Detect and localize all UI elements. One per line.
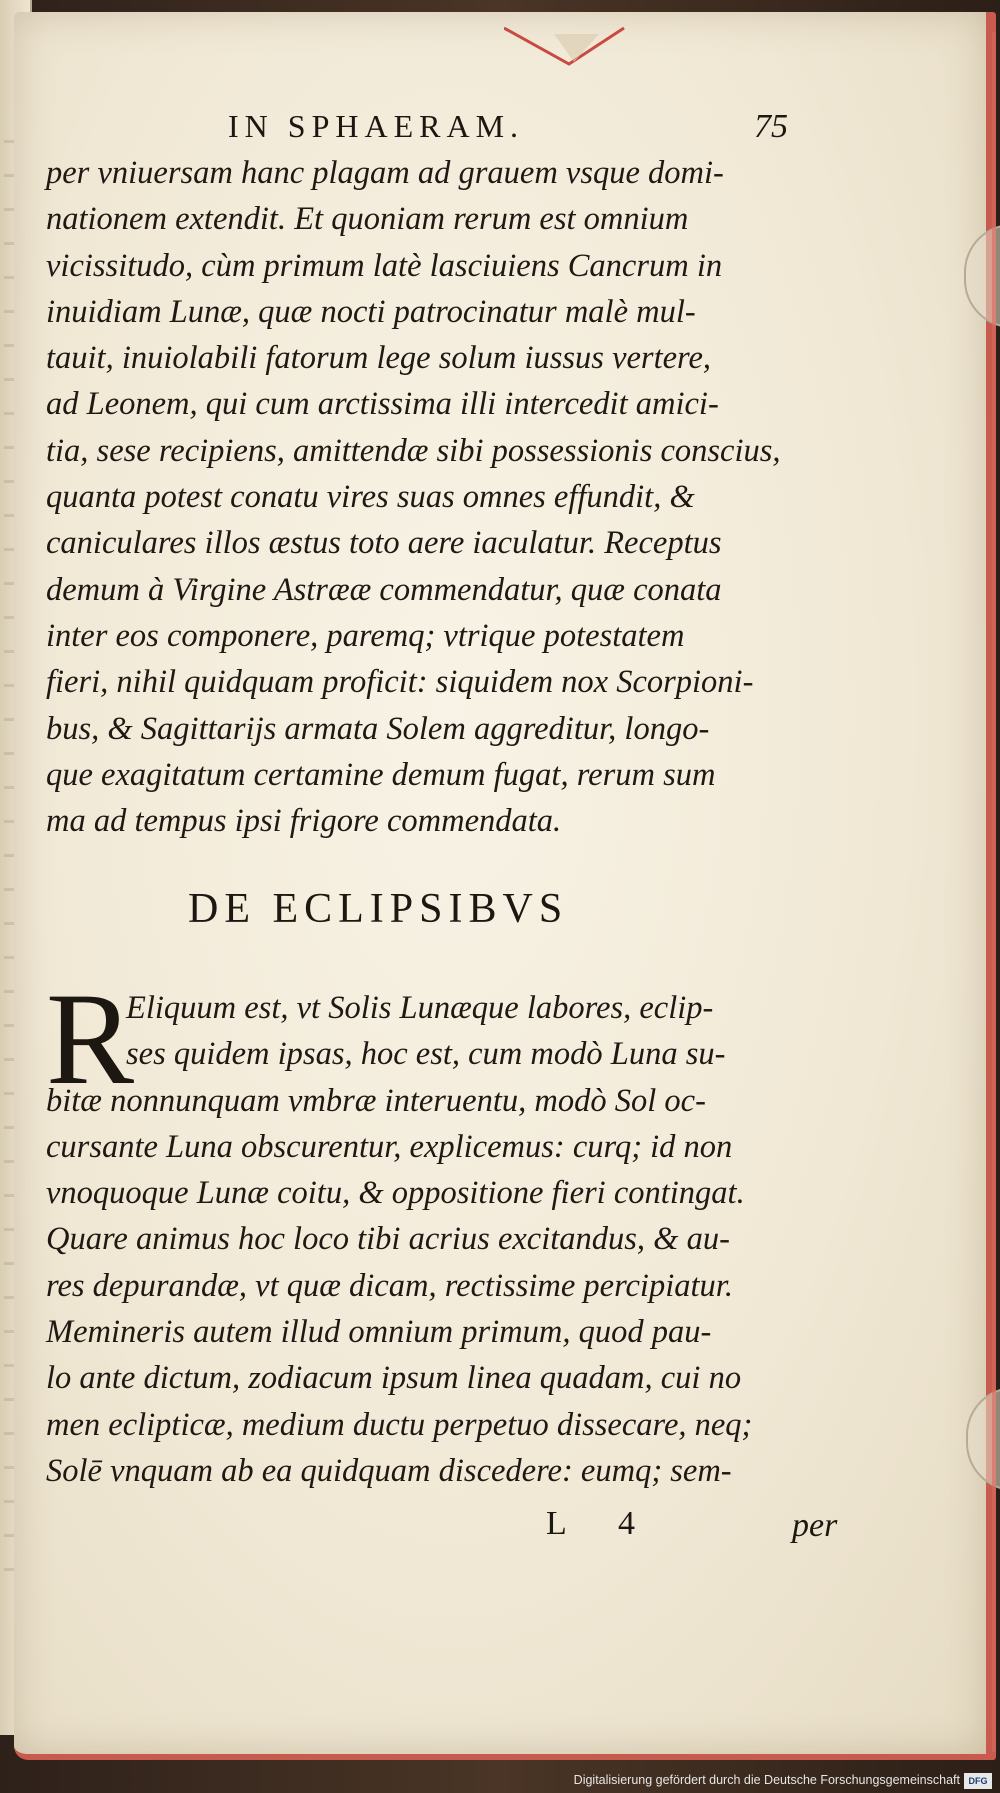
page-fold-mark [504,24,634,84]
text-line: demum à Virgine Astrææ commendatur, quæ conata [46,571,722,608]
paragraph-2 [46,965,838,1544]
text-line: bus, & Sagittarijs armata Solem aggreditur, longo- [46,710,710,747]
digitization-credit: Digitalisierung gefördert durch die Deutsche Forschungsgemeinschaft [573,1773,960,1787]
running-head: IN SPHAERAM. [228,108,525,144]
red-edge [992,32,996,1752]
signature-mark: L 4 [546,1505,658,1542]
text-line: res depurandæ, vt quæ dicam, rectissime percipiatur. [46,1267,733,1304]
text-line: que exagitatum certamine demum fugat, rerum sum [46,756,716,793]
text-line: nationem extendit. Et quoniam rerum est omnium [46,201,689,238]
section-title: DE ECLIPSIBVS [188,886,569,932]
text-line: ma ad tempus ipsi frigore commendata. [46,803,562,840]
text-line: Memineris autem illud omnium primum, quod pau- [46,1314,712,1351]
paragraph-1 [46,150,786,844]
text-line: fieri, nihil quidquam proficit: siquidem nox Scorpioni- [46,664,754,701]
page-number: 75 [754,108,788,145]
dfg-logo: DFG [964,1773,992,1789]
text-line: bitæ nonnunquam vmbræ interuentu, modò Sol oc- [46,1082,706,1119]
drop-cap: R [46,965,135,1112]
text-line: men eclipticæ, medium ductu perpetuo dissecare, neq; [46,1406,753,1443]
text-line: per vniuersam hanc plagam ad grauem vsque domi- [46,155,724,191]
running-header [228,108,788,156]
text-line: inuidiam Lunæ, quæ nocti patrocinatur malè mul- [46,293,696,330]
text-line: inter eos componere, paremq; vtrique potestatem [46,617,685,654]
text-line: caniculares illos æstus toto aere iaculatur. Receptus [46,525,722,562]
text-line: ses quidem ipsas, hoc est, cum modò Luna su- [126,1036,726,1073]
catchword: per [792,1507,838,1544]
text-line: Eliquum est, vt Solis Lunæque labores, eclip- [126,990,714,1026]
text-line: tauit, inuiolabili fatorum lege solum iussus vertere, [46,340,712,377]
text-line: tia, sese recipiens, amittendæ sibi possessionis conscius, [46,432,781,469]
text-line: cursante Luna obscurentur, explicemus: curq; id non [46,1128,733,1165]
text-line: vicissitudo, cùm primum latè lasciuiens Cancrum in [46,247,723,284]
text-line: Quare animus hoc loco tibi acrius excitandus, & au- [46,1221,730,1258]
text-line: quanta potest conatu vires suas omnes effundit, & [46,479,695,516]
text-line: Solē vnquam ab ea quidquam discedere: eumq; sem- [46,1452,732,1489]
text-line: ad Leonem, qui cum arctissima illi intercedit amici- [46,386,719,423]
text-line: vnoquoque Lunæ coitu, & oppositione fieri contingat. [46,1175,745,1212]
text-line: lo ante dictum, zodiacum ipsum linea quadam, cui no [46,1360,742,1397]
page-footer [46,1505,846,1555]
